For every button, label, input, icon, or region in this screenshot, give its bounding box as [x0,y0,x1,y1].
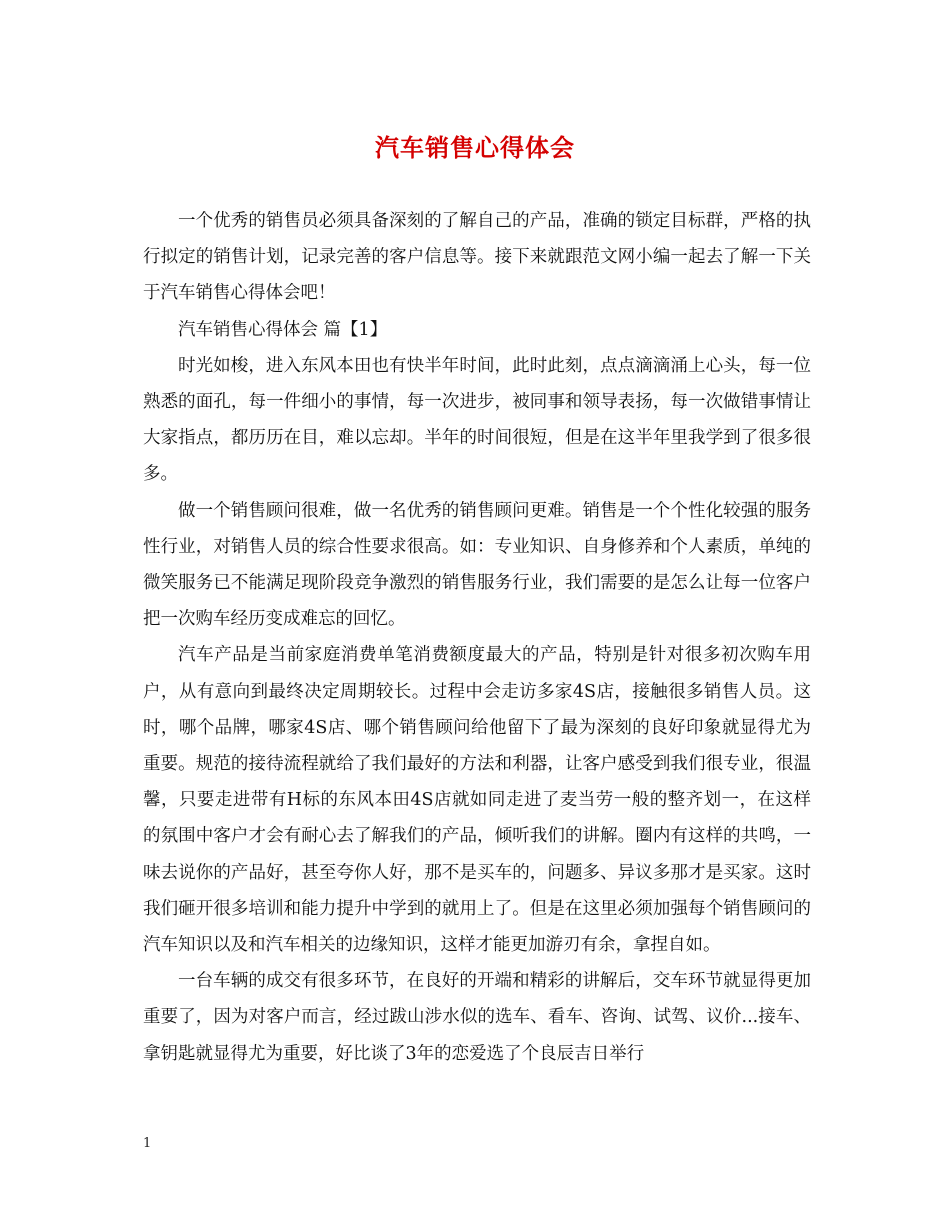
paragraph: 时光如梭，进入东风本田也有快半年时间，此时此刻，点点滴滴涌上心头，每一位熟悉的面孔，每一件细小的事情，每一次进步，被同事和领导表扬，每一次做错事情让大家指点，都历历在目，难以忘却。半年的时间很短，但是在这半年里我学到了很多很多。 [143,355,811,485]
document-body [143,203,811,1072]
document-title: 汽车销售心得体会 [375,134,575,162]
paragraph: 汽车产品是当前家庭消费单笔消费额度最大的产品，特别是针对很多初次购车用户，从有意向到最终决定周期较长。过程中会走访多家4S店，接触很多销售人员。这时，哪个品牌，哪家4S店、哪个销售顾问给他留下了最为深刻的良好印象就显得尤为重要。规范的接待流程就给了我们最好的方法和利器，让客户感受到我们很专业，很温馨，只要走进带有H标的东风本田4S店就如同走进了麦当劳一般的整齐划一，在这样的氛围中客户才会有耐心去了解我们的产品，倾听我们的讲解。圈内有这样的共鸣，一味去说你的产品好，甚至夸你人好，那不是买车的，问题多、异议多那才是买家。这时我们砸开很多培训和能力提升中学到的就用上了。但是在这里必须加强每个销售顾问的汽车知识以及和汽车相关的边缘知识，这样才能更加游刃有余，拿捏自如。 [143,645,811,956]
paragraph: 做一个销售顾问很难，做一名优秀的销售顾问更难。销售是一个个性化较强的服务性行业，对销售人员的综合性要求很高。如：专业知识、自身修养和个人素质，单纯的微笑服务已不能满足现阶段竞争激烈的销售服务行业，我们需要的是怎么让每一位客户把一次购车经历变成难忘的回忆。 [143,500,811,630]
page-number: 1 [143,1136,152,1151]
paragraph: 一台车辆的成交有很多环节，在良好的开端和精彩的讲解后，交车环节就显得更加重要了，因为对客户而言，经过跋山涉水似的选车、看车、咨询、试驾、议价...接车、拿钥匙就显得尤为重要，好比谈了3年的恋爱选了个良辰吉日举行 [143,971,811,1064]
section-heading: 汽车销售心得体会 篇【1】 [178,319,388,340]
paragraph-intro: 一个优秀的销售员必须具备深刻的了解自己的产品，准确的锁定目标群，严格的执行拟定的销售计划，记录完善的客户信息等。接下来就跟范文网小编一起去了解一下关于汽车销售心得体会吧！ [143,211,811,304]
